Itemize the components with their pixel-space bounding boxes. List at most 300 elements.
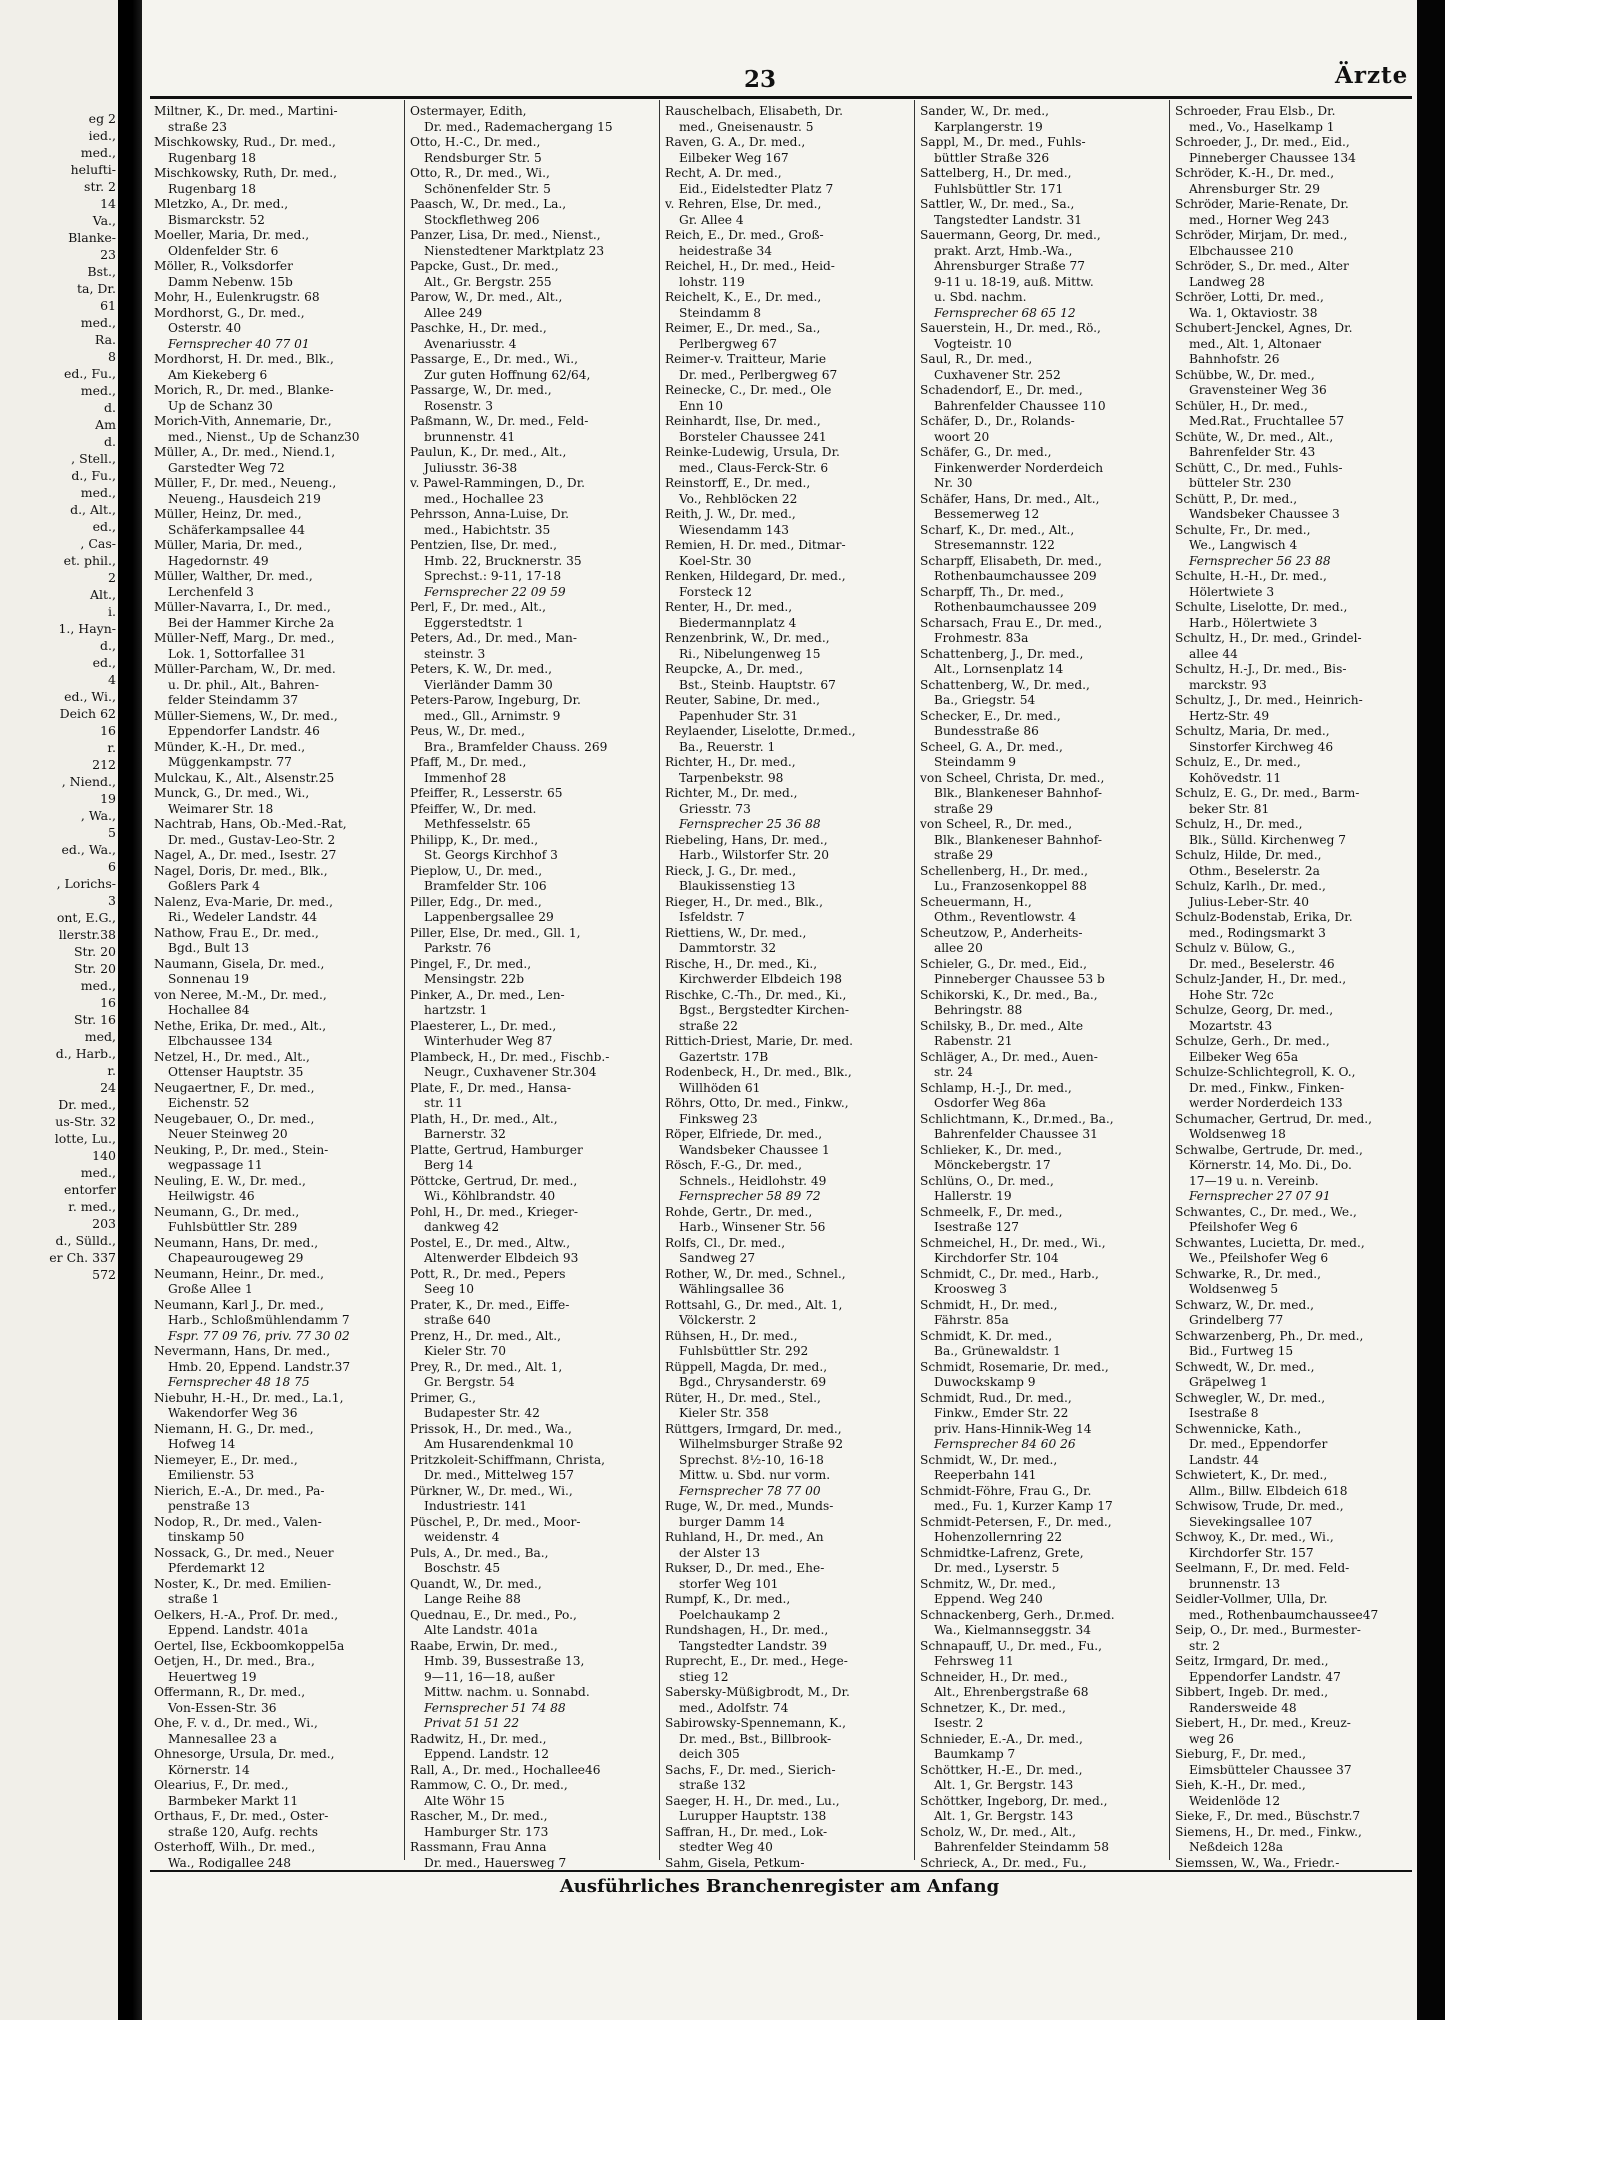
entry-name-line: Neumann, Heinr., Dr. med., [154, 1266, 325, 1281]
directory-entry [665, 538, 907, 569]
facing-page-fragment: r. [107, 1063, 116, 1078]
entry-address-line: Allee 249 [424, 305, 483, 320]
entry-name-line: Rumpf, K., Dr. med., [665, 1592, 791, 1606]
directory-entry [154, 988, 397, 1019]
directory-entry [665, 1127, 907, 1158]
entry-address-line: Bahrenfelder Steindamm 58 [934, 1840, 1110, 1854]
directory-entry [1175, 1189, 1412, 1205]
entry-name-line: Schroeder, Frau Elsb., Dr. [1175, 104, 1336, 118]
directory-entry [665, 1422, 907, 1484]
entry-address-line: straße 132 [679, 1778, 746, 1792]
facing-page-fragment: med., [80, 383, 116, 398]
directory-entry [410, 1546, 652, 1577]
entry-name-line: Rolfs, Cl., Dr. med., [665, 1235, 786, 1250]
directory-entry [665, 1158, 907, 1189]
entry-name-line: Schröder, S., Dr. med., Alter [1175, 259, 1349, 273]
entry-name-line: Pentzien, Ilse, Dr. med., [410, 538, 557, 552]
entry-address-line: Eppend. Landstr. 401a [168, 1623, 309, 1637]
directory-entry [665, 1592, 907, 1623]
directory-entry [410, 1639, 652, 1701]
entry-name-line: Olearius, F., Dr. med., [154, 1778, 289, 1792]
directory-entry [1175, 879, 1412, 910]
entry-address-line: Dr. med., Lyserstr. 5 [934, 1561, 1060, 1575]
entry-address-line: straße 23 [168, 119, 227, 134]
entry-name-line: Schrieck, A., Dr. med., Fu., [920, 1855, 1087, 1869]
entry-address-line: Rothenbaumchaussee 209 [934, 600, 1097, 614]
directory-entry [920, 1732, 1162, 1763]
facing-page-fragment: 61 [100, 298, 116, 313]
entry-address-line: Neueng., Hausdeich 219 [168, 491, 321, 506]
entry-name-line: Orthaus, F., Dr. med., Oster- [154, 1809, 329, 1823]
directory-entry [410, 926, 652, 957]
directory-entry [410, 507, 652, 538]
entry-name-line: Niebuhr, H.-H., Dr. med., La.1, [154, 1390, 344, 1405]
entry-name-line: Schröder, K.-H., Dr. med., [1175, 166, 1335, 180]
entry-address-line: Fuhlsbüttler Str. 292 [679, 1344, 809, 1358]
section-title: Ärzte [1335, 62, 1409, 89]
entry-name-line: Schikorski, K., Dr. med., Ba., [920, 987, 1098, 1002]
entry-address-line: Rothenbaumchaussee 209 [934, 569, 1097, 583]
entry-address-line: Harb., Wilstorfer Str. 20 [679, 848, 829, 862]
facing-page-fragment: i. [108, 604, 116, 619]
entry-address-line: med., Fu. 1, Kurzer Kamp 17 [934, 1499, 1113, 1513]
entry-address-line: der Alster 13 [679, 1545, 760, 1560]
entry-address-line: Bgd., Bult 13 [168, 941, 250, 955]
entry-name-line: Schulte, Fr., Dr. med., [1175, 522, 1311, 537]
entry-name-line: Sachs, F., Dr. med., Sierich- [665, 1762, 836, 1777]
entry-address-line: Eilbeker Weg 65a [1189, 1049, 1299, 1064]
entry-name-line: Rüppell, Magda, Dr. med., [665, 1359, 828, 1374]
entry-name-line: Röper, Elfriede, Dr. med., [665, 1127, 823, 1141]
entry-address-line: burger Damm 14 [679, 1514, 785, 1529]
entry-name-line: Scharf, K., Dr. med., Alt., [920, 522, 1075, 537]
entry-address-line: Parkstr. 76 [424, 941, 492, 955]
entry-name-line: Münder, K.-H., Dr. med., [154, 739, 306, 754]
entry-address-line: Steindamm 9 [934, 755, 1017, 769]
facing-page-fragment: llerstr.38 [58, 927, 116, 942]
entry-name-line: Schmidt, Rosemarie, Dr. med., [920, 1359, 1109, 1374]
directory-entry [665, 833, 907, 864]
directory-entry [665, 1329, 907, 1360]
entry-name-line: Schulz, H., Dr. med., [1175, 817, 1303, 831]
entry-address-line: Dr. med., Finkw., Finken- [1189, 1080, 1345, 1095]
entry-address-line: Biedermannplatz 4 [679, 615, 797, 630]
entry-address-line: Kirchdorfer Str. 104 [934, 1251, 1059, 1265]
directory-entry [410, 1778, 652, 1809]
entry-name-line: Schattenberg, W., Dr. med., [920, 677, 1090, 692]
entry-name-line: Oelkers, H.-A., Prof. Dr. med., [154, 1607, 339, 1622]
directory-entry [410, 1019, 652, 1050]
directory-entry [1175, 693, 1412, 724]
entry-name-line: Passarge, E., Dr. med., Wi., [410, 352, 578, 366]
directory-entry [1175, 228, 1412, 259]
directory-entry [154, 848, 397, 864]
directory-entry [920, 1360, 1162, 1391]
entry-address-line: Eppendorfer Landstr. 46 [168, 724, 320, 738]
directory-entry [154, 864, 397, 895]
facing-page-fragment: ed., [92, 655, 116, 670]
directory-entry [154, 197, 397, 228]
entry-name-line: Scholz, W., Dr. med., Alt., [920, 1824, 1076, 1839]
entry-address-line: Wandsbeker Chaussee 1 [679, 1142, 830, 1157]
entry-name-line: Otto, R., Dr. med., Wi., [410, 166, 550, 180]
directory-entry [1175, 1003, 1412, 1034]
entry-address-line: Dr. med., Hauersweg 7 [424, 1855, 567, 1869]
directory-entry [410, 864, 652, 895]
directory-entry [154, 740, 397, 771]
entry-address-line: Berg 14 [424, 1158, 474, 1172]
entry-name-line: Reuter, Sabine, Dr. med., [665, 693, 821, 707]
directory-entry [1175, 941, 1412, 972]
entry-name-line: Püschel, P., Dr. med., Moor- [410, 1514, 581, 1529]
facing-page-fragment: 23 [100, 247, 116, 262]
directory-entry [154, 228, 397, 259]
entry-address-line: Othm., Beselerstr. 2a [1189, 863, 1320, 878]
directory-entry [665, 926, 907, 957]
entry-name-line: Schnapauff, U., Dr. med., Fu., [920, 1638, 1103, 1653]
directory-entry [1175, 135, 1412, 166]
entry-address-line: Wa., Rodigallee 248 [168, 1855, 291, 1869]
entry-name-line: Schneider, H., Dr. med., [920, 1669, 1068, 1684]
directory-entry [665, 104, 907, 135]
entry-address-line: Hallerstr. 19 [934, 1189, 1012, 1203]
page-edge-shadow [1417, 0, 1445, 2020]
entry-name-line: Niemann, H. G., Dr. med., [154, 1421, 314, 1436]
entry-address-line: Emilienstr. 53 [168, 1468, 255, 1482]
entry-address-line: Osdorfer Weg 86a [934, 1096, 1046, 1110]
directory-entry [1175, 631, 1412, 662]
entry-address-line: Hofweg 14 [168, 1437, 236, 1451]
entry-address-line: Fuhlsbüttler Str. 289 [168, 1220, 298, 1234]
facing-page-fragment: 6 [108, 859, 116, 874]
entry-name-line: Nagel, A., Dr. med., Isestr. 27 [154, 848, 337, 862]
entry-address-line: Rabenstr. 21 [934, 1034, 1013, 1048]
directory-entry [410, 1608, 652, 1639]
directory-entry [1175, 1391, 1412, 1422]
entry-name-line: Schübbe, W., Dr. med., [1175, 367, 1315, 382]
entry-address-line: Goßlers Park 4 [168, 879, 261, 893]
directory-entry [1175, 1623, 1412, 1654]
page-number: 23 [744, 66, 777, 93]
directory-entry [665, 1685, 907, 1716]
directory-entry [410, 1809, 652, 1840]
directory-entry [665, 1236, 907, 1267]
entry-name-line: Schmeichel, H., Dr. med., Wi., [920, 1235, 1106, 1250]
entry-name-line: Mohr, H., Eulenkrugstr. 68 [154, 290, 320, 304]
entry-name-line: Sattelberg, H., Dr. med., [920, 166, 1072, 180]
entry-name-line: Rascher, M., Dr. med., [410, 1809, 548, 1823]
directory-entry [154, 507, 397, 538]
directory-entry [410, 662, 652, 693]
directory-entry [410, 693, 652, 724]
facing-page-fragment: d. [104, 400, 116, 415]
entry-address-line: Isestr. 2 [934, 1716, 984, 1730]
entry-name-line: Schulze, Georg, Dr. med., [1175, 1003, 1334, 1017]
entry-address-line: Schäferkampsallee 44 [168, 522, 305, 537]
entry-name-line: v. Pawel-Rammingen, D., Dr. [410, 476, 586, 490]
entry-name-line: Schlamp, H.-J., Dr. med., [920, 1080, 1072, 1095]
directory-entry [410, 1298, 652, 1329]
entry-address-line: Barmbeker Markt 11 [168, 1793, 299, 1808]
entry-address-line: Karplangerstr. 19 [934, 119, 1043, 134]
directory-entry [1175, 1422, 1412, 1469]
entry-name-line: Schmidt, H., Dr. med., [920, 1297, 1058, 1312]
directory-entry [154, 771, 397, 787]
entry-name-line: Fernsprecher 25 36 88 [679, 817, 821, 831]
directory-entry [665, 259, 907, 290]
entry-address-line: Pfeilshofer Weg 6 [1189, 1220, 1298, 1234]
facing-page-fragment: med., [80, 485, 116, 500]
directory-entry [665, 864, 907, 895]
entry-address-line: Med.Rat., Fruchtallee 57 [1189, 414, 1345, 428]
entry-name-line: Scharpff, Th., Dr. med., [920, 584, 1064, 599]
entry-name-line: Siebert, H., Dr. med., Kreuz- [1175, 1716, 1351, 1730]
entry-name-line: Peus, W., Dr. med., [410, 724, 526, 738]
entry-name-line: Möller, R., Volksdorfer [154, 259, 293, 273]
footer-rule [150, 1870, 1412, 1872]
entry-name-line: Nierich, E.-A., Dr. med., Pa- [154, 1483, 325, 1498]
directory-entry [1175, 104, 1412, 135]
entry-name-line: Mischkowsky, Rud., Dr. med., [154, 135, 336, 149]
facing-page-fragment: Dr. med., [58, 1097, 116, 1112]
entry-name-line: Reimer, E., Dr. med., Sa., [665, 321, 821, 335]
entry-name-line: Schwarzenberg, Ph., Dr. med., [1175, 1328, 1364, 1343]
directory-entry [1175, 1034, 1412, 1065]
entry-address-line: Allm., Billw. Elbdeich 618 [1189, 1483, 1348, 1498]
directory-entry [154, 1484, 397, 1515]
entry-name-line: Noster, K., Dr. med. Emilien- [154, 1576, 331, 1591]
entry-name-line: Saffran, H., Dr. med., Lok- [665, 1824, 828, 1839]
directory-entry [1175, 1112, 1412, 1143]
facing-page-fragment: ta, Dr. [76, 281, 116, 296]
entry-name-line: Schmidt, C., Dr. med., Harb., [920, 1266, 1099, 1281]
entry-name-line: Schwennicke, Kath., [1175, 1421, 1302, 1436]
entry-address-line: Mönckebergstr. 17 [934, 1158, 1051, 1172]
entry-name-line: Pfeiffer, W., Dr. med. [410, 801, 537, 816]
entry-address-line: We., Pfeilshofer Weg 6 [1189, 1251, 1329, 1265]
entry-name-line: Reimer-v. Traitteur, Marie [665, 352, 827, 366]
entry-name-line: Fernsprecher 51 74 88 [424, 1700, 566, 1715]
entry-address-line: str. 2 [1189, 1638, 1221, 1653]
entry-name-line: Plath, H., Dr. med., Alt., [410, 1111, 558, 1126]
entry-name-line: Schnieder, E.-A., Dr. med., [920, 1731, 1083, 1746]
directory-entry [1175, 1205, 1412, 1236]
directory-entry [665, 507, 907, 538]
directory-entry [410, 290, 652, 321]
entry-address-line: str. 24 [934, 1065, 973, 1079]
facing-page-fragment: , Stell., [71, 451, 116, 466]
entry-address-line: med., Rodingsmarkt 3 [1189, 925, 1326, 940]
entry-name-line: Miltner, K., Dr. med., Martini- [154, 104, 338, 118]
directory-entry [410, 1840, 652, 1869]
entry-address-line: Rugenbarg 18 [168, 150, 256, 165]
entry-address-line: Bra., Bramfelder Chauss. 269 [424, 739, 608, 754]
entry-address-line: brunnenstr. 13 [1189, 1576, 1281, 1591]
entry-name-line: Mulckau, K., Alt., Alsenstr.25 [154, 770, 335, 785]
entry-address-line: Sonnenau 19 [168, 972, 249, 986]
entry-address-line: Alte Wöhr 15 [424, 1793, 505, 1808]
directory-entry [665, 197, 907, 228]
directory-entry [1175, 259, 1412, 290]
directory-entry [154, 1747, 397, 1778]
directory-entry [154, 600, 397, 631]
entry-address-line: Immenhof 28 [424, 770, 507, 785]
directory-entry [154, 290, 397, 306]
directory-entry [154, 1344, 397, 1375]
directory-entry [154, 337, 397, 353]
directory-entry [665, 1189, 907, 1205]
entry-name-line: Neumann, G., Dr. med., [154, 1204, 300, 1219]
running-header [1335, 62, 1417, 89]
entry-name-line: Schilsky, B., Dr. med., Alte [920, 1018, 1084, 1033]
entry-address-line: Dr. med., Mittelweg 157 [424, 1468, 575, 1482]
entry-name-line: Fernsprecher 40 77 01 [168, 336, 310, 351]
directory-entry [410, 259, 652, 290]
entry-name-line: Nathow, Frau E., Dr. med., [154, 925, 319, 940]
entry-name-line: Müller-Siemens, W., Dr. med., [154, 708, 338, 723]
entry-name-line: Nossack, G., Dr. med., Neuer [154, 1545, 334, 1560]
entry-address-line: Hochallee 84 [168, 1003, 250, 1017]
directory-entry [1175, 1561, 1412, 1592]
entry-name-line: Schnetzer, K., Dr. med., [920, 1700, 1066, 1715]
entry-address-line: Eid., Eidelstedter Platz 7 [679, 181, 834, 196]
entry-name-line: Peters-Parow, Ingeburg, Dr. [410, 693, 581, 707]
entry-address-line: Hagedornstr. 49 [168, 553, 269, 568]
entry-name-line: Schulz v. Bülow, G., [1175, 941, 1296, 955]
entry-address-line: Kirchdorfer Str. 157 [1189, 1545, 1314, 1560]
entry-name-line: Reichel, H., Dr. med., Heid- [665, 259, 835, 273]
entry-address-line: Bei der Hammer Kirche 2a [168, 615, 335, 630]
entry-address-line: marckstr. 93 [1189, 677, 1267, 692]
entry-name-line: Sahm, Gisela, Petkum- [665, 1855, 805, 1869]
facing-page-fragment: helufti- [70, 162, 116, 177]
footer-note: Ausführliches Branchenregister am Anfang [559, 1876, 1000, 1897]
directory-entry [154, 1329, 397, 1345]
facing-page-fragment: med., [80, 978, 116, 993]
entry-name-line: Nagel, Doris, Dr. med., Blk., [154, 863, 328, 878]
entry-name-line: Reinke-Ludewig, Ursula, Dr. [665, 445, 840, 459]
entry-name-line: Siemens, H., Dr. med., Finkw., [1175, 1824, 1362, 1839]
entry-address-line: büttler Straße 326 [934, 150, 1050, 165]
entry-address-line: Ahrensburger Str. 29 [1189, 181, 1320, 196]
column-rule [1169, 100, 1170, 1860]
entry-name-line: Paasch, W., Dr. med., La., [410, 197, 567, 211]
entry-address-line: steinstr. 3 [424, 646, 486, 661]
directory-entry [665, 290, 907, 321]
entry-address-line: Koel-Str. 30 [679, 553, 752, 568]
directory-entry [410, 988, 652, 1019]
entry-address-line: weg 26 [1189, 1731, 1234, 1746]
entry-name-line: Schwegler, W., Dr. med., [1175, 1390, 1326, 1405]
entry-name-line: Privat 51 51 22 [424, 1716, 520, 1730]
directory-entry [665, 476, 907, 507]
entry-address-line: Mensingstr. 22b [424, 972, 525, 986]
directory-entry [410, 228, 652, 259]
entry-address-line: Alte Landstr. 401a [424, 1623, 538, 1637]
entry-address-line: Forsteck 12 [679, 584, 752, 599]
entry-address-line: Sprechst.: 9-11, 17-18 [424, 569, 562, 583]
entry-name-line: Schieler, G., Dr. med., Eid., [920, 956, 1087, 971]
entry-name-line: Fernsprecher 22 09 59 [424, 584, 566, 599]
directory-entry [154, 1515, 397, 1546]
directory-entry [665, 895, 907, 926]
entry-address-line: stieg 12 [679, 1669, 729, 1684]
entry-name-line: Recht, A. Dr. med., [665, 166, 782, 180]
entry-name-line: Naumann, Gisela, Dr. med., [154, 956, 325, 971]
directory-entry [920, 1453, 1162, 1484]
entry-name-line: Fernsprecher 78 77 00 [679, 1483, 821, 1498]
entry-name-line: Fernsprecher 48 18 75 [168, 1375, 310, 1389]
directory-entry [665, 1825, 907, 1856]
entry-address-line: Körnerstr. 14, Mo. Di., Do. [1189, 1158, 1352, 1172]
directory-entry [665, 1561, 907, 1592]
entry-address-line: Bst., Steinb. Hauptstr. 67 [679, 677, 836, 692]
directory-entry [410, 1050, 652, 1081]
directory-entry [410, 1143, 652, 1174]
entry-name-line: Mischkowsky, Ruth, Dr. med., [154, 166, 337, 180]
entry-address-line: Dr. med., Eppendorfer [1189, 1437, 1328, 1451]
entry-address-line: Randersweide 48 [1189, 1700, 1297, 1715]
entry-address-line: Gr. Allee 4 [679, 212, 744, 227]
entry-address-line: Eichenstr. 52 [168, 1096, 250, 1110]
directory-entry [665, 1499, 907, 1530]
directory-entry [410, 957, 652, 988]
directory-entry [410, 1453, 652, 1484]
entry-address-line: Steindamm 8 [679, 305, 762, 320]
directory-entry [410, 1360, 652, 1391]
entry-name-line: von Neree, M.-M., Dr. med., [154, 987, 327, 1002]
entry-name-line: Sabersky-Müßigbrodt, M., Dr. [665, 1685, 850, 1699]
directory-entry [920, 1794, 1162, 1825]
directory-entry [920, 1825, 1162, 1856]
entry-name-line: Neugaertner, F., Dr. med., [154, 1080, 315, 1095]
facing-page-fragment: 14 [100, 196, 116, 211]
directory-entry [920, 1515, 1162, 1546]
entry-name-line: Schütt, P., Dr. med., [1175, 491, 1298, 506]
entry-address-line: straße 29 [934, 801, 993, 816]
directory-entry [1175, 368, 1412, 399]
entry-address-line: Kirchwerder Elbdeich 198 [679, 972, 843, 986]
entry-address-line: Behringstr. 88 [934, 1003, 1023, 1017]
entry-address-line: Hölertwiete 3 [1189, 584, 1275, 599]
directory-entry [665, 166, 907, 197]
entry-address-line: weidenstr. 4 [424, 1530, 500, 1544]
facing-page-fragment: med., [80, 1165, 116, 1180]
entry-name-line: Ohnesorge, Ursula, Dr. med., [154, 1747, 335, 1761]
directory-entry [665, 1034, 907, 1065]
entry-address-line: Bgst., Bergstedter Kirchen- [679, 1003, 849, 1017]
directory-entry [920, 1701, 1162, 1732]
directory-entry [154, 631, 397, 662]
entry-name-line: Rüter, H., Dr. med., Stel., [665, 1390, 821, 1405]
directory-entry [154, 662, 397, 709]
directory-entry [920, 135, 1162, 166]
entry-name-line: Mordhorst, G., Dr. med., [154, 305, 305, 320]
entry-address-line: u. Sbd. nachm. [934, 290, 1027, 304]
directory-entry [154, 709, 397, 740]
entry-name-line: Schäfer, Hans, Dr. med., Alt., [920, 491, 1100, 506]
directory-entry [665, 1360, 907, 1391]
entry-address-line: Finkw., Emder Str. 22 [934, 1406, 1069, 1420]
directory-entry [665, 445, 907, 476]
directory-entry [665, 569, 907, 600]
entry-address-line: Kroosweg 3 [934, 1282, 1007, 1296]
directory-entry [665, 600, 907, 631]
entry-name-line: Reylaender, Liselotte, Dr.med., [665, 724, 856, 738]
directory-entry [1175, 523, 1412, 554]
directory-entry [1175, 755, 1412, 786]
entry-address-line: deich 305 [679, 1747, 740, 1761]
